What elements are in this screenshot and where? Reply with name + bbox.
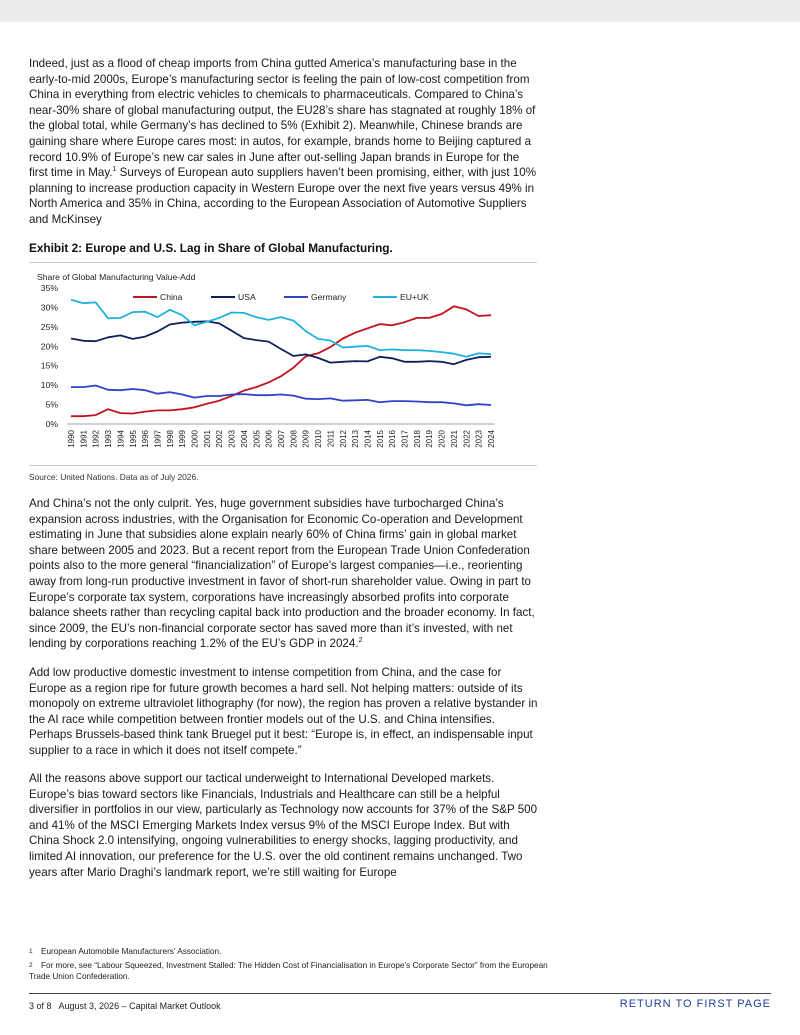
- x-tick-label: 2015: [375, 430, 385, 448]
- y-tick-label: 0%: [45, 419, 58, 429]
- x-tick-label: 2008: [289, 430, 299, 448]
- x-tick-label: 2024: [487, 430, 496, 448]
- x-tick-label: 2005: [252, 430, 262, 448]
- exhibit-bottom-rule: [29, 465, 537, 466]
- exhibit-title: Exhibit 2: Europe and U.S. Lag in Share of Global Manufacturing.: [29, 241, 393, 255]
- footer-page-info: 3 of 8 August 3, 2026 – Capital Market Outlook: [29, 1001, 221, 1011]
- x-tick-label: 2020: [437, 430, 447, 448]
- paragraph-text: And China’s not the only culprit. Yes, huge government subsidies have turbocharged China’s expansion across industries, with the Organisation for Economic Co-operation and Development estimating in June that subsidies alone explain nearly 60% of China firms’ gain in global market share between 2005 and 2023. But a recent report from the European Trade Union Confederation points also to the more general “financialization” of Europe’s largest companies—i.e., reorienting away from long-run productive investment in favor of short-run shareholder value. Owing in part to Europe’s corporate tax system, corporations have increasingly absorbed profits into corporate balance sheets rather than recycling capital back into production and the broader economy. In fact, since 2009, the EU’s non-financial corporate sector has saved more than it’s invested, with net lending by corporations reaching 1.2% of the EU’s GDP in 2024.: [29, 497, 535, 651]
- body-paragraph-conclusion: All the reasons above support our tactical underweight to International Developed markets. Europe’s bias toward sectors like Financials, Industrials and Healthcare can still be a helpful diversifier in portfolios in our view, particularly as Technology now accounts for 37% of the S&P 500 and 41% of the MSCI Emerging Markets Index versus 9% of the MSCI Europe Index. But with China Shock 2.0 intensifying, ongoing vulnerabilities to energy shocks, lagging productivity, and limited AI innovation, our preference for the U.S. over the old continent remains unchanged. Two years after Mario Draghi’s landmark report, we’re still waiting for Europe: [29, 772, 538, 879]
- x-tick-label: 2000: [190, 430, 200, 448]
- x-tick-label: 1990: [67, 430, 76, 448]
- x-tick-label: 2004: [239, 430, 249, 448]
- body-paragraph-intro: [29, 56, 541, 228]
- footnote-mark: 2: [29, 962, 33, 969]
- y-axis-ticks: [41, 283, 59, 429]
- y-axis-title: Share of Global Manufacturing Value-Add: [37, 272, 196, 282]
- x-tick-label: 2001: [202, 430, 212, 448]
- body-paragraph-investment: Add low productive domestic investment to intense competition from China, and the case for Europe as a region ripe for future growth becomes a hard sell. Not helping matters: outside of its monopoly on extreme ultraviolet lithography (for now), the region has proven a relative bystander in the AI race while competition between frontier models out of the U.S. and China intensifies. Perhaps Brussels-based think tank Bruegel put it best: “Europe is, in effect, an indispensable input supplier to a race in which it does not itself compete.”: [29, 666, 538, 757]
- x-tick-label: 2007: [277, 430, 286, 448]
- return-to-first-page-link[interactable]: RETURN TO FIRST PAGE: [619, 998, 771, 1010]
- x-tick-label: 1993: [104, 430, 114, 448]
- y-tick-label: 15%: [40, 360, 58, 371]
- y-tick-label: 25%: [40, 321, 58, 332]
- y-tick-label: 5%: [45, 399, 58, 410]
- top-toolbar-strip: [0, 0, 800, 22]
- x-tick-label: 1996: [141, 430, 151, 448]
- series-lines: [71, 300, 491, 417]
- footer-rule: [29, 993, 771, 994]
- x-tick-label: 2013: [351, 430, 361, 448]
- x-tick-label: 1992: [91, 430, 101, 448]
- x-tick-label: 2003: [227, 430, 237, 448]
- legend-label: Germany: [311, 292, 347, 302]
- x-axis-ticks: [67, 429, 496, 447]
- x-tick-label: 1997: [153, 430, 163, 448]
- x-tick-label: 2019: [425, 430, 435, 448]
- x-tick-label: 2017: [400, 430, 410, 448]
- footnote-text: European Automobile Manufacturers’ Association.: [41, 947, 222, 956]
- footnote-ref-2[interactable]: 2: [358, 637, 363, 645]
- series-line-germany: [71, 386, 491, 406]
- x-tick-label: 1994: [116, 430, 126, 448]
- legend-label: China: [160, 292, 183, 302]
- footnote-2: [29, 960, 549, 982]
- x-tick-label: 2012: [338, 430, 348, 448]
- x-tick-label: 2021: [449, 430, 459, 448]
- x-tick-label: 2018: [412, 430, 422, 448]
- y-tick-label: 20%: [40, 341, 58, 352]
- x-tick-label: 2006: [264, 430, 274, 448]
- y-tick-label: 10%: [40, 380, 58, 391]
- x-tick-label: 1991: [79, 430, 89, 448]
- chart-source-note: Source: United Nations. Data as of July 2026.: [29, 472, 199, 482]
- x-tick-label: 2002: [215, 430, 225, 448]
- x-tick-label: 1995: [128, 430, 138, 448]
- x-tick-label: 2022: [462, 430, 472, 448]
- x-tick-label: 2023: [474, 430, 484, 448]
- x-tick-label: 1998: [165, 430, 175, 448]
- y-tick-label: 35%: [40, 283, 58, 293]
- paragraph-text: Surveys of European auto suppliers haven’t been promising, either, with just 10% planning to increase production capacity in Western Europe over the next five years versus 49% in North America and 35% in China, according to the European Association of Automotive Suppliers and McKinsey: [29, 166, 536, 226]
- footnote-1: [29, 946, 549, 957]
- legend-label: EU+UK: [400, 292, 429, 302]
- body-paragraph-financialization: [29, 496, 541, 652]
- manufacturing-share-chart: [0, 262, 560, 465]
- series-line-usa: [71, 321, 491, 364]
- y-tick-label: 30%: [40, 302, 58, 313]
- chart-legend: [133, 292, 429, 302]
- x-tick-label: 2014: [363, 430, 373, 448]
- footnote-ref-1[interactable]: 1: [112, 166, 117, 174]
- x-tick-label: 2016: [388, 430, 398, 448]
- x-tick-label: 2009: [301, 430, 311, 448]
- x-tick-label: 2010: [314, 430, 324, 448]
- x-tick-label: 1999: [178, 430, 188, 448]
- legend-label: USA: [238, 292, 256, 302]
- paragraph-text: Indeed, just as a flood of cheap imports from China gutted America’s manufacturing base in the early-to-mid 2000s, Europe’s manufacturing sector is feeling the pain of low-cost competition from China in everything from electric vehicles to chemicals to pharmaceuticals. Compared to China’s near-30% share of global manufacturing output, the EU28’s share has stagnated at roughly 18% of the global total, while Germany’s has declined to 5% (Exhibit 2). Meanwhile, Chinese brands are gaining share where Europe cares most: in autos, for example, brands home to Beijing captured a record 10.9% of Europe’s new car sales in June after out-selling Japan brands in Europe for the first time in May.: [29, 57, 536, 180]
- x-tick-label: 2011: [326, 430, 336, 448]
- footnote-text: For more, see “Labour Squeezed, Investment Stalled: The Hidden Cost of Financialisation in Europe’s Corporate Sector” from the European Trade Union Confederation.: [29, 961, 548, 981]
- footnote-mark: 1: [29, 948, 33, 955]
